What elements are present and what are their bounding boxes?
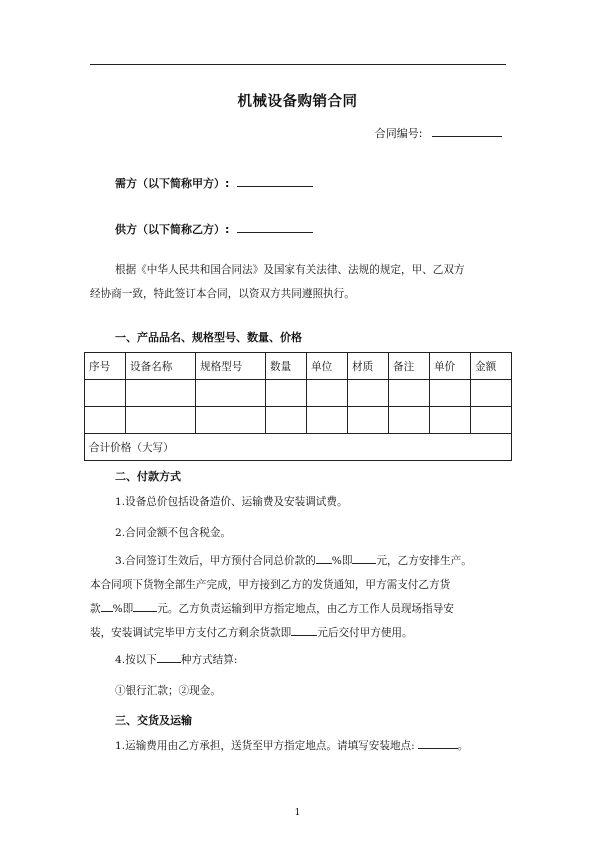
table-cell[interactable] [85,380,126,407]
payment-item-3-line-3 [90,596,510,622]
header-cell: 金额 [471,353,512,380]
table-cell[interactable] [389,407,430,434]
payment-item-3-line-1 [90,548,510,574]
header-cell: 数量 [266,353,307,380]
header-cell: 单位 [307,353,348,380]
payment-item-3-line-3-b: %即 [112,603,134,615]
payment-item-4-b: 种方式结算: [180,654,238,666]
table-cell[interactable] [430,407,471,434]
contract-number-label: 合同编号: [374,127,423,140]
header-cell: 备注 [389,353,430,380]
table-row [85,380,512,407]
intro-line-2: 经协商一致，特此签订本合同，以资双方共同遵照执行。 [90,288,355,300]
delivery-item-1-a: 1.运输费用由乙方承担，送货至甲方指定地点。请填写安装地点: [115,740,415,752]
table-cell[interactable] [430,380,471,407]
table-cell[interactable] [348,407,389,434]
install-location-field[interactable] [418,737,458,749]
table-cell[interactable] [126,380,196,407]
header-cell: 单价 [430,353,471,380]
contract-number-field[interactable] [432,125,502,137]
prepay-amount-field[interactable] [352,552,376,564]
seller-field[interactable] [237,221,313,233]
payment-item-3-text-b: %即 [331,555,353,567]
header-cell: 规格型号 [196,353,266,380]
payment-item-3-text-c: 元，乙方安排生产。 [376,555,472,567]
table-cell[interactable] [471,380,512,407]
payment-item-4 [90,647,510,673]
header-cell: 序号 [85,353,126,380]
buyer-field[interactable] [237,175,313,187]
buyer-line [115,175,313,191]
header-cell: 材质 [348,353,389,380]
page-title: 机械设备购销合同 [237,94,358,110]
page-number: 1 [294,808,301,818]
table-header-row [85,353,512,380]
seller-label: 供方（以下简称乙方）: [115,223,230,236]
table-cell[interactable] [85,407,126,434]
table-row [85,407,512,434]
payment-item-3-line-3-a: 款 [90,603,101,615]
delivery-percent-field[interactable] [101,600,113,612]
payment-item-3-line-3-c: 元。乙方负责运输到甲方指定地点，由乙方工作人员现场指导安 [157,603,454,615]
top-rule [90,64,506,65]
payment-options: ①银行汇款；②现金。 [115,685,221,697]
prepay-percent-field[interactable] [316,552,332,564]
buyer-label: 需方（以下简称甲方）: [115,177,230,190]
table-cell[interactable] [266,380,307,407]
section-3-heading: 三、交货及运输 [115,714,192,727]
intro-line-1: 根据《中华人民共和国合同法》及国家有关法律、法规的规定，甲、乙双方 [115,264,465,276]
payment-item-4-a: 4.按以下 [115,654,157,666]
header-cell: 设备名称 [126,353,196,380]
balance-amount-field[interactable] [291,624,317,636]
table-cell[interactable] [348,380,389,407]
table-cell[interactable] [307,380,348,407]
payment-item-3-line-2: 本合同项下货物全部生产完成，甲方接到乙方的发货通知，甲方需支付乙方货 [90,579,451,591]
section-1-heading: 一、产品品名、规格型号、数量、价格 [115,331,302,344]
delivery-item-1 [90,733,510,759]
table-cell[interactable] [126,407,196,434]
table-cell[interactable] [196,407,266,434]
payment-item-1: 1.设备总价包括设备造价、运输费及安装调试费。 [115,496,348,508]
table-cell[interactable] [266,407,307,434]
payment-item-3-line-4-b: 元后交付甲方使用。 [317,627,413,639]
contract-number [375,125,502,141]
payment-item-2: 2.合同金额不包含税金。 [115,527,232,539]
payment-item-3-line-4-a: 装，安装调试完毕甲方支付乙方剩余货款即 [90,627,292,639]
settlement-method-field[interactable] [157,651,181,663]
product-table [84,352,512,461]
table-cell[interactable] [389,380,430,407]
delivery-item-1-b: 。 [457,740,469,752]
section-2-heading: 二、付款方式 [115,470,181,483]
table-total-row [85,434,512,461]
payment-item-3-text-a: 3.合同签订生效后，甲方预付合同总价款的 [115,555,316,567]
seller-line [115,221,313,237]
payment-item-3-line-4 [90,620,510,646]
table-cell[interactable] [471,407,512,434]
total-price-cell[interactable]: 合计价格（大写） [85,434,512,461]
intro-paragraph [90,258,510,306]
delivery-amount-field[interactable] [133,600,157,612]
table-cell[interactable] [307,407,348,434]
table-cell[interactable] [196,380,266,407]
